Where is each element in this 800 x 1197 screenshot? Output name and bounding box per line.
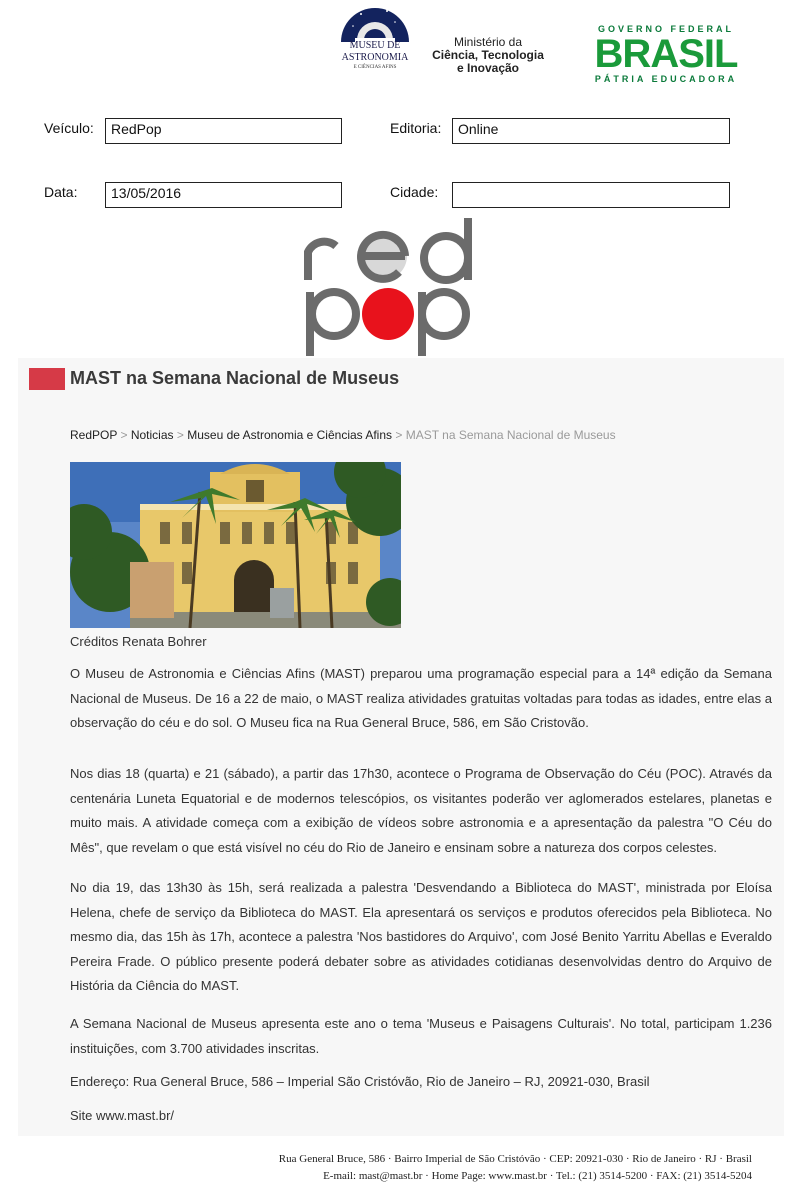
breadcrumb-separator: > <box>120 428 128 442</box>
article-site-link[interactable]: Site www.mast.br/ <box>70 1108 175 1123</box>
mast-logo-line2: ASTRONOMIA <box>341 52 409 63</box>
veiculo-field: RedPop <box>105 118 342 144</box>
footer-contact: E-mail: mast@mast.br · Home Page: www.mast.br · Tel.: (21) 3514-5200 · FAX: (21) 3514-5204 <box>323 1170 752 1182</box>
museum-building-image <box>70 462 401 628</box>
data-field: 13/05/2016 <box>105 182 342 208</box>
ministerio-line3: e Inovação <box>456 61 520 75</box>
patria-educadora-text: PÁTRIA EDUCADORA <box>594 74 738 84</box>
breadcrumb-separator: > <box>395 428 403 442</box>
breadcrumb <box>70 428 616 442</box>
breadcrumb-item-noticias[interactable]: Noticias <box>130 428 174 442</box>
governo-federal-logo <box>576 24 756 86</box>
article-title: MAST na Semana Nacional de Museus <box>70 368 400 388</box>
editoria-field: Online <box>452 118 730 144</box>
article-address: Endereço: Rua General Bruce, 586 – Imperial São Cristóvão, Rio de Janeiro – RJ, 20921-030, Brasil <box>70 1074 650 1089</box>
editoria-label: Editoria: <box>390 120 442 136</box>
breadcrumb-item-museu[interactable]: Museu de Astronomia e Ciências Afins <box>187 428 393 442</box>
cidade-label: Cidade: <box>390 184 439 200</box>
observatory-dome-icon <box>339 2 411 42</box>
mast-logo-line3: E CIÊNCIAS AFINS <box>353 65 397 70</box>
ministerio-line2: Ciência, Tecnologia <box>432 48 544 62</box>
ministerio-line1: Ministério da <box>453 35 523 49</box>
photo-credit: Créditos Renata Bohrer <box>70 634 207 649</box>
breadcrumb-item-current: MAST na Semana Nacional de Museus <box>405 428 616 442</box>
museum-photo <box>70 462 401 628</box>
veiculo-label: Veículo: <box>44 120 94 136</box>
mast-logo-line1: MUSEU DE <box>349 40 401 51</box>
article-paragraph-3: No dia 19, das 13h30 às 15h, será realizada a palestra 'Desvendando a Biblioteca do MAST', ministrada por Eloísa Helena, chefe de serviço da Biblioteca do MAST. Ela apresentará os serviços e produtos oferecidos pela Biblioteca. No mesmo dia, das 15h às 17h, acontece a palestra 'Nos bastidores do Arquivo', com José Benito Yarritu Abellas e Everaldo Pereira Frade. O público presente poderá debater sobre as atividades cotidianas desenvolvidas dentro do Arquivo de História da Ciência do MAST. <box>70 880 772 993</box>
brasil-text: BRASIL <box>594 32 738 76</box>
footer-address: Rua General Bruce, 586 · Bairro Imperial de São Cristóvão · CEP: 20921-030 · Rio de Janeiro · RJ · Brasil <box>278 1153 752 1165</box>
redpop-red-dot <box>362 288 414 340</box>
article-panel <box>18 358 784 1136</box>
ministerio-logo <box>423 36 553 75</box>
article-paragraph-1: O Museu de Astronomia e Ciências Afins (MAST) preparou uma programação especial para a 14ª edição da Semana Nacional de Museus. De 16 a 22 de maio, o MAST realiza atividades gratuitas voltadas para todas as idades, entre elas a observação do céu e do sol. O Museu fica na Rua General Bruce, 586, em São Cristovão. <box>70 666 772 730</box>
breadcrumb-item-redpop[interactable]: RedPOP <box>70 428 118 442</box>
article-paragraph-4: A Semana Nacional de Museus apresenta este ano o tema 'Museus e Paisagens Culturais'. No total, participam 1.236 instituições, com 3.700 atividades inscritas. <box>70 1016 772 1056</box>
data-label: Data: <box>44 184 78 200</box>
cidade-field <box>452 182 730 208</box>
article-paragraph-2: Nos dias 18 (quarta) e 21 (sábado), a partir das 17h30, acontece o Programa de Observação do Céu (POC). Através da centenária Luneta Equatorial e de modernos telescópios, os visitantes poderão ver aglomerados estelares, planetas e muito mais. A atividade começa com a exibição de vídeos sobre astronomia e a apresentação da palestra "O Céu do Mês", que revelam o que está visível no céu do Rio de Janeiro e ensinam sobre a natureza dos corpos celestes. <box>70 766 772 855</box>
redpop-logo-graphic <box>286 210 484 358</box>
breadcrumb-separator: > <box>176 428 184 442</box>
title-marker <box>29 368 65 390</box>
governo-federal-text: GOVERNO FEDERAL <box>597 24 734 34</box>
mast-logo <box>337 2 413 74</box>
redpop-logo <box>286 210 484 358</box>
